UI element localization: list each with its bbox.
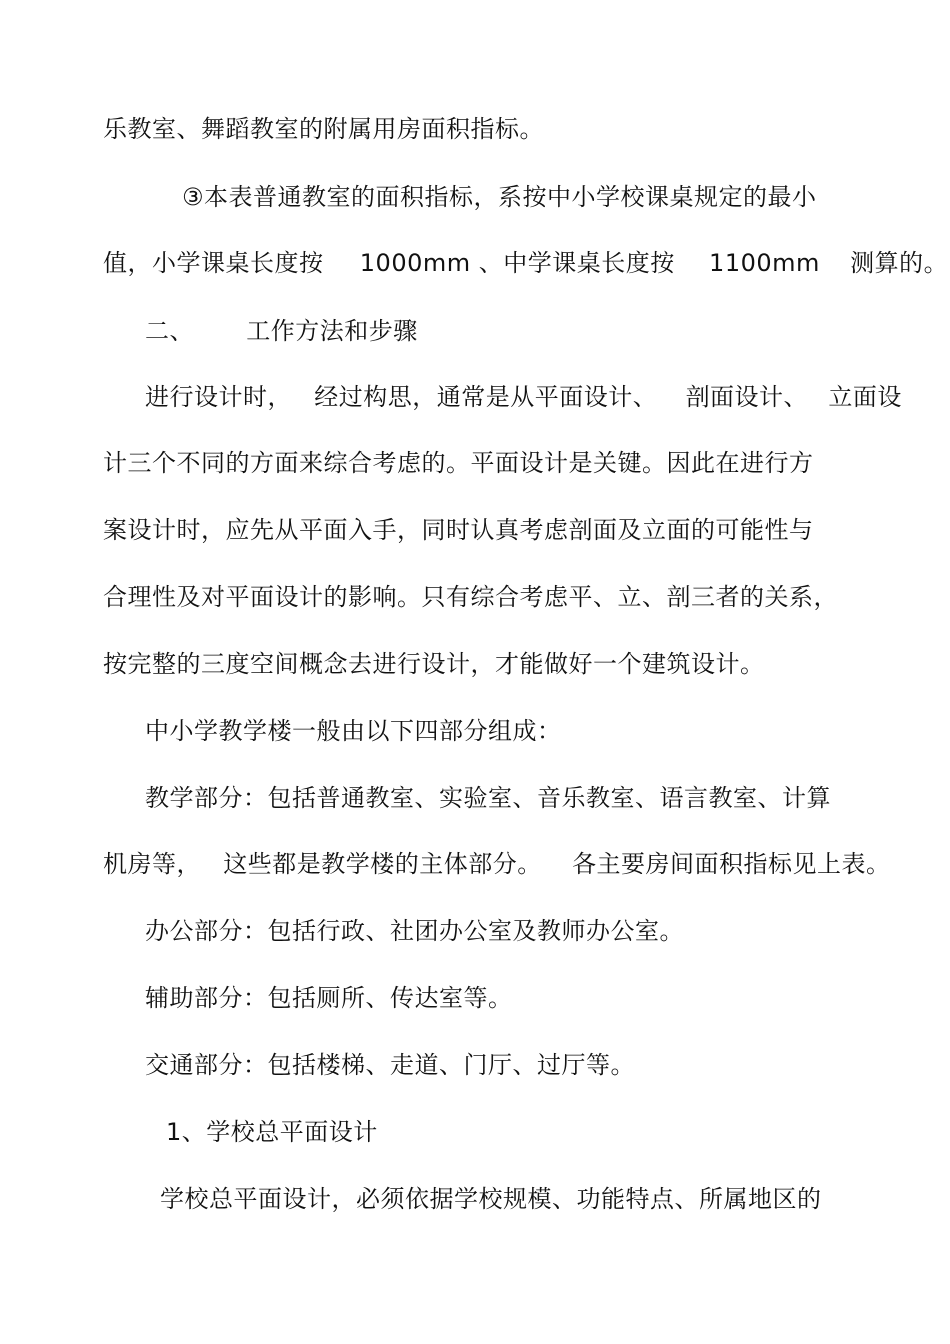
text-run: 进行设计时， [145, 383, 292, 411]
text-run: ③本表普通教室的面积指标，系按中小学校课桌规定的最小 [182, 183, 817, 211]
text-line [145, 382, 902, 412]
text-line [145, 716, 562, 746]
text-run: 办公部分：包括行政、社团办公室及教师办公室。 [145, 917, 684, 945]
text-run: 值，小学课桌长度按 [103, 249, 324, 277]
text-run: 1100mm [709, 249, 820, 277]
text-line [160, 1184, 822, 1214]
text-line [103, 649, 765, 679]
text-line [103, 114, 544, 144]
text-run: 测算的。 [850, 249, 949, 277]
text-line [145, 1050, 635, 1080]
text-run: 计三个不同的方面来综合考虑的。平面设计是关键。因此在进行方 [103, 449, 814, 477]
text-run: 这些都是教学楼的主体部分。 [223, 850, 542, 878]
text-line [145, 916, 684, 946]
text-line [182, 182, 817, 212]
text-run: 教学部分：包括普通教室、实验室、音乐教室、语言教室、计算 [145, 784, 831, 812]
text-run: 各主要房间面积指标见上表。 [572, 850, 891, 878]
section-title: 工作方法和步骤 [246, 317, 418, 345]
text-line [103, 582, 838, 612]
subsection-title: 1、学校总平面设计 [166, 1118, 378, 1146]
section-heading [145, 316, 418, 346]
text-line [145, 783, 831, 813]
text-run: 案设计时，应先从平面入手，同时认真考虑剖面及立面的可能性与 [103, 516, 814, 544]
section-number: 二、 [145, 317, 194, 345]
text-line [103, 515, 814, 545]
text-line [103, 448, 814, 478]
text-run: 剖面设计、 [685, 383, 809, 411]
text-run: 经过构思，通常是从平面设计、 [314, 383, 658, 411]
text-run: 按完整的三度空间概念去进行设计，才能做好一个建筑设计。 [103, 650, 765, 678]
text-line [103, 248, 948, 278]
text-run: 学校总平面设计，必须依据学校规模、功能特点、所属地区的 [160, 1185, 822, 1213]
text-run: 立面设 [828, 383, 902, 411]
text-run: 合理性及对平面设计的影响。只有综合考虑平、立、剖三者的关系， [103, 583, 838, 611]
text-run: 乐教室、舞蹈教室的附属用房面积指标。 [103, 115, 544, 143]
text-run: 交通部分：包括楼梯、走道、门厅、过厅等。 [145, 1051, 635, 1079]
text-run: 1000mm [359, 249, 471, 277]
subsection-heading [166, 1117, 378, 1147]
text-run: 中小学教学楼一般由以下四部分组成： [145, 717, 562, 745]
text-run: 机房等， [103, 850, 201, 878]
text-run: 、中学课桌长度按 [478, 249, 675, 277]
text-run: 辅助部分：包括厕所、传达室等。 [145, 984, 513, 1012]
text-line [103, 849, 891, 879]
text-line [145, 983, 513, 1013]
